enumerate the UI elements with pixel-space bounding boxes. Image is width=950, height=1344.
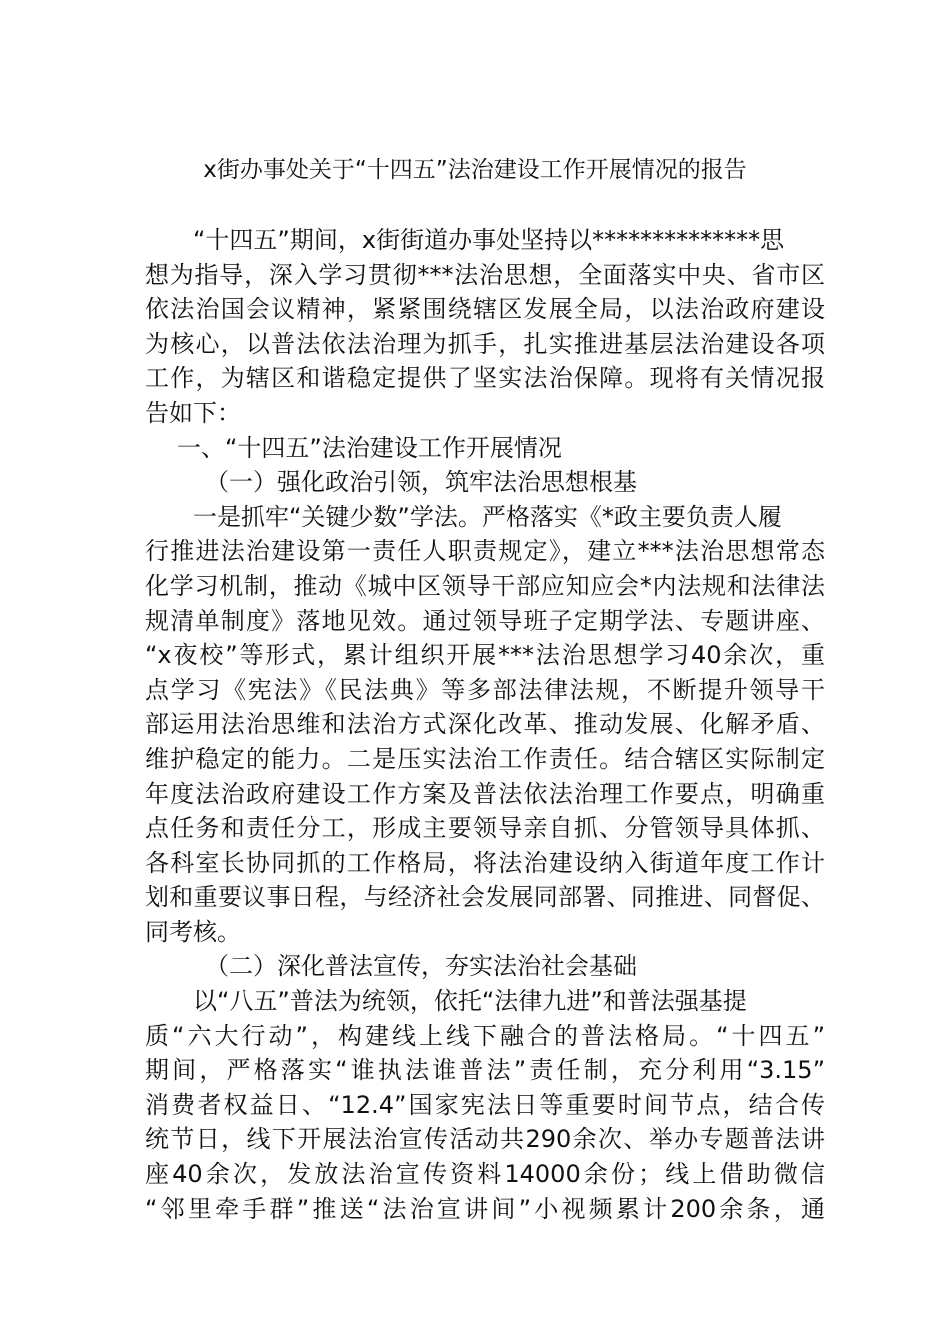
paragraph-line: 点任务和责任分工，形成主要领导亲自抓、分管领导具体抓、	[145, 814, 825, 843]
paragraph-line: 消费者权益日、“12.4”国家宪法日等重要时间节点，结合传	[145, 1090, 825, 1119]
document-title: x街办事处关于“十四五”法治建设工作开展情况的报告	[203, 157, 747, 183]
paragraph-line: “x夜校”等形式，累计组织开展***法治思想学习40余次，重	[145, 641, 825, 670]
paragraph-line: 工作，为辖区和谐稳定提供了坚实法治保障。现将有关情况报	[145, 364, 825, 393]
paragraph-line: 告如下：	[145, 398, 241, 427]
paragraph-line: 化学习机制，推动《城中区领导干部应知应会*内法规和法律法	[145, 571, 825, 600]
subsection-heading: （二）深化普法宣传，夯实法治社会基础	[205, 952, 637, 981]
document-body	[145, 223, 825, 1226]
paragraph-line: 年度法治政府建设工作方案及普法依法治理工作要点，明确重	[145, 779, 825, 808]
paragraph-line: 部运用法治思维和法治方式深化改革、推动发展、化解矛盾、	[145, 710, 825, 739]
paragraph-line: 各科室长协同抓的工作格局，将法治建设纳入街道年度工作计	[145, 848, 825, 877]
paragraph-line: 点学习《宪法》《民法典》等多部法律法规，不断提升领导干	[145, 675, 825, 704]
paragraph-line: 期间，严格落实“谁执法谁普法”责任制，充分利用“3.15”	[145, 1056, 825, 1085]
paragraph-line: 同考核。	[145, 917, 241, 946]
paragraph-line: 为核心，以普法依法治理为抓手，扎实推进基层法治建设各项	[145, 329, 825, 358]
paragraph-line: “邻里牵手群”推送“法治宣讲间”小视频累计200余条，通	[145, 1194, 825, 1223]
paragraph-line: 想为指导，深入学习贯彻***法治思想，全面落实中央、省市区	[145, 260, 825, 289]
paragraph-line: 一是抓牢“关键少数”学法。严格落实《*政主要负责人履	[193, 502, 782, 531]
subsection-heading: （一）强化政治引领，筑牢法治思想根基	[205, 468, 637, 497]
paragraph-line: 质“六大行动”，构建线上线下融合的普法格局。“十四五”	[145, 1021, 825, 1050]
paragraph-line: 行推进法治建设第一责任人职责规定》，建立***法治思想常态	[145, 537, 825, 566]
section-heading: 一、“十四五”法治建设工作开展情况	[177, 433, 562, 462]
paragraph-line: 统节日，线下开展法治宣传活动共290余次、举办专题普法讲	[145, 1125, 825, 1154]
paragraph-line: 划和重要议事日程，与经济社会发展同部署、同推进、同督促、	[145, 883, 825, 912]
paragraph-line: 规清单制度》落地见效。通过领导班子定期学法、专题讲座、	[145, 606, 825, 635]
paragraph-line: 维护稳定的能力。二是压实法治工作责任。结合辖区实际制定	[145, 744, 825, 773]
paragraph-line: “十四五”期间，x街街道办事处坚持以**************思	[193, 226, 785, 254]
paragraph-line: 座40余次，发放法治宣传资料14000余份；线上借助微信	[145, 1160, 825, 1189]
paragraph-line: 以“八五”普法为统领，依托“法律九进”和普法强基提	[193, 987, 747, 1016]
paragraph-line: 依法治国会议精神，紧紧围绕辖区发展全局，以法治政府建设	[145, 295, 825, 324]
